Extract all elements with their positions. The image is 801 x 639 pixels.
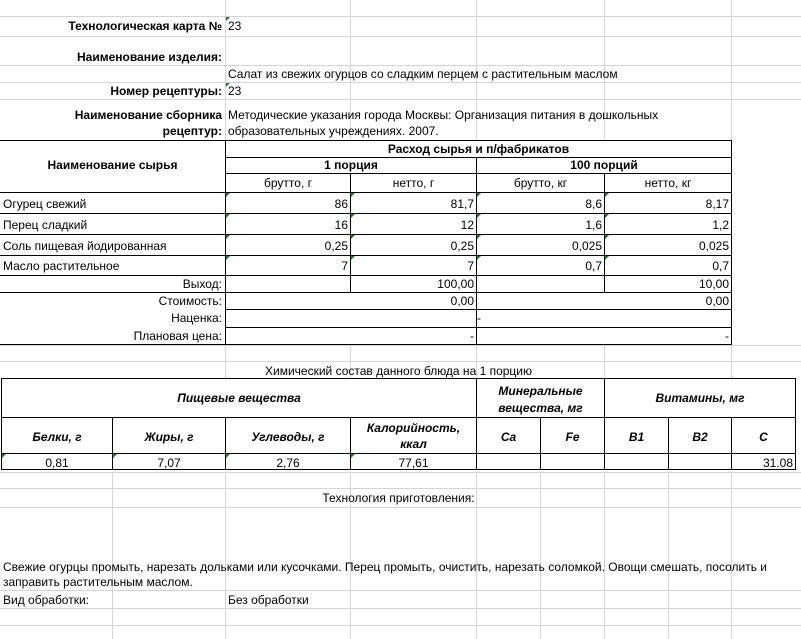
raw-row-brutto-g[interactable]: 7 xyxy=(341,259,348,273)
tech-title: Технология приготовления: xyxy=(322,491,475,505)
nutrients-header: Пищевые вещества xyxy=(177,391,301,405)
raw-row-name[interactable]: Соль пищевая йодированная xyxy=(3,239,167,253)
raw-row-netto-kg[interactable]: 0,7 xyxy=(712,259,729,273)
minerals-header-line2: вещества, мг xyxy=(498,401,583,415)
price-label: Плановая цена: xyxy=(133,329,222,343)
processing-label: Вид обработки: xyxy=(3,593,90,607)
cost-100-portions[interactable]: 0,00 xyxy=(705,294,729,308)
raw-row-netto-g[interactable]: 81,7 xyxy=(450,197,474,211)
carbs-header: Углеводы, г xyxy=(251,430,325,444)
netto-g-header: нетто, г xyxy=(392,176,435,190)
netto-kg-header: нетто, кг xyxy=(644,176,692,190)
raw-row-brutto-g[interactable]: 16 xyxy=(334,218,348,232)
vitamin-c-value[interactable]: 31.08 xyxy=(762,456,793,470)
portion-100-header: 100 порций xyxy=(570,158,638,172)
collection-label-line1: Наименование сборника xyxy=(74,108,222,122)
b1-header: B1 xyxy=(628,430,645,444)
price-1-portion[interactable]: - xyxy=(470,329,474,343)
fat-value[interactable]: 7,07 xyxy=(157,456,181,470)
fe-header: Fe xyxy=(565,430,580,444)
b2-header: B2 xyxy=(692,430,708,444)
output-100-portions[interactable]: 10,00 xyxy=(698,277,729,291)
kcal-header-line2: ккал xyxy=(400,437,427,451)
kcal-value[interactable]: 77,61 xyxy=(398,456,429,470)
raw-row-netto-g[interactable]: 7 xyxy=(467,259,474,273)
raw-row-netto-kg[interactable]: 8,17 xyxy=(705,197,729,211)
raw-row-brutto-kg[interactable]: 1,6 xyxy=(585,218,602,232)
cost-label: Стоимость: xyxy=(158,294,222,308)
raw-row-brutto-g[interactable]: 0,25 xyxy=(324,239,348,253)
raw-row-netto-g[interactable]: 12 xyxy=(460,218,474,232)
tech-text-line2[interactable]: заправить растительным маслом. xyxy=(3,575,193,589)
raw-row-netto-kg[interactable]: 1,2 xyxy=(712,218,729,232)
raw-row-brutto-kg[interactable]: 8,6 xyxy=(585,197,602,211)
collection-name-line1[interactable]: Методические указания города Москвы: Организация питания в дошкольных xyxy=(228,108,659,122)
product-name[interactable]: Салат из свежих огурцов со сладким перцем с растительным маслом xyxy=(228,67,618,81)
fat-header: Жиры, г xyxy=(144,430,194,444)
consumption-header: Расход сырья и п/фабрикатов xyxy=(387,142,570,156)
raw-name-header: Наименование сырья xyxy=(47,158,178,172)
output-1-portion[interactable]: 100,00 xyxy=(437,277,474,291)
collection-label-line2: рецептур: xyxy=(162,124,222,138)
raw-row-name[interactable]: Масло растительное xyxy=(3,259,120,273)
tech-text-line1[interactable]: Свежие огурцы промыть, нарезать дольками или кусочками. Перец промыть, очистить, нарезать соломкой. Овощи смешать, посолить и xyxy=(3,560,767,574)
cost-1-portion[interactable]: 0,00 xyxy=(450,294,474,308)
raw-row-netto-kg[interactable]: 0,025 xyxy=(698,239,729,253)
raw-row-brutto-kg[interactable]: 0,7 xyxy=(585,259,602,273)
raw-row-brutto-g[interactable]: 86 xyxy=(334,197,348,211)
protein-header: Белки, г xyxy=(32,430,82,444)
card-number[interactable]: 23 xyxy=(228,19,242,33)
price-100-portions[interactable]: - xyxy=(725,329,729,343)
card-label: Технологическая карта № xyxy=(68,19,222,33)
raw-row-name[interactable]: Перец сладкий xyxy=(3,218,88,232)
recipe-number[interactable]: 23 xyxy=(228,84,242,98)
carbs-value[interactable]: 2,76 xyxy=(276,456,300,470)
markup-value[interactable]: - xyxy=(477,311,481,325)
recipe-label: Номер рецептуры: xyxy=(110,84,222,98)
ca-header: Ca xyxy=(500,430,517,444)
protein-value[interactable]: 0,81 xyxy=(45,456,69,470)
product-label: Наименование изделия: xyxy=(76,50,222,64)
vitamins-header: Витамины, мг xyxy=(655,391,745,405)
portion-1-header: 1 порция xyxy=(324,158,378,172)
markup-label: Наценка: xyxy=(171,311,222,325)
processing-value[interactable]: Без обработки xyxy=(228,593,309,607)
kcal-header-line1: Калорийность, xyxy=(366,421,461,435)
output-label: Выход: xyxy=(182,277,222,291)
chem-title: Химический состав данного блюда на 1 порцию xyxy=(265,364,532,378)
c-header: C xyxy=(759,430,768,444)
raw-row-brutto-kg[interactable]: 0,025 xyxy=(571,239,602,253)
brutto-kg-header: брутто, кг xyxy=(513,176,568,190)
minerals-header-line1: Минеральные xyxy=(498,384,583,398)
raw-row-name[interactable]: Огурец свежий xyxy=(3,197,87,211)
raw-row-netto-g[interactable]: 0,25 xyxy=(450,239,474,253)
brutto-g-header: брутто, г xyxy=(264,176,312,190)
collection-name-line2[interactable]: образовательных учреждениях. 2007. xyxy=(228,124,439,138)
